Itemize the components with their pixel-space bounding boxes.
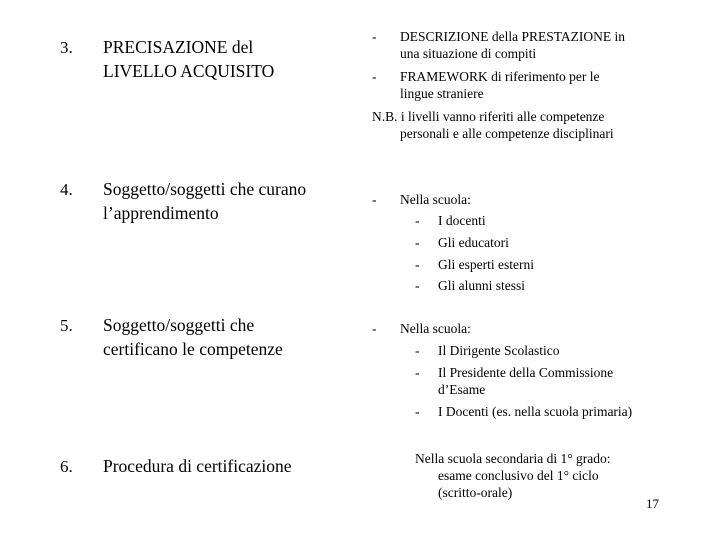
bullet-text-line: lingue straniere xyxy=(400,86,484,101)
bullet-text-line: DESCRIZIONE della PRESTAZIONE in xyxy=(400,29,626,44)
sub-dash: - xyxy=(415,343,420,358)
row-title-line: PRECISAZIONE del xyxy=(103,37,254,57)
sub-dash: - xyxy=(415,404,420,419)
list-heading: Nella scuola: xyxy=(400,321,471,336)
row-title-line: Procedura di certificazione xyxy=(103,456,292,476)
sub-item: Gli alunni stessi xyxy=(438,278,525,293)
row-title xyxy=(103,313,283,361)
bullet-text-line: una situazione di compiti xyxy=(400,46,537,61)
row-title-line: Soggetto/soggetti che curano xyxy=(103,179,307,199)
sub-dash: - xyxy=(415,365,420,380)
sub-item: Gli educatori xyxy=(438,235,509,250)
row-title xyxy=(103,35,274,83)
bullet-text-line: FRAMEWORK di riferimento per le xyxy=(400,69,600,84)
bullet-dash: - xyxy=(372,321,377,336)
sub-item: Il Dirigente Scolastico xyxy=(438,343,560,358)
sub-dash: - xyxy=(415,257,420,272)
bullet-dash: - xyxy=(372,29,377,44)
bullet-dash: - xyxy=(372,69,377,84)
row-number: 6. xyxy=(60,457,73,476)
sub-item: I Docenti (es. nella scuola primaria) xyxy=(438,404,633,419)
sub-item: Gli esperti esterni xyxy=(438,257,534,272)
list-heading: Nella scuola: xyxy=(400,192,471,207)
procedure-line: Nella scuola secondaria di 1° grado: xyxy=(415,451,611,466)
bullet-dash: - xyxy=(372,192,377,207)
bullet-text xyxy=(400,28,625,62)
bullet-text xyxy=(400,68,599,102)
sub-item-line: Il Presidente della Commissione xyxy=(438,365,614,380)
note-line: N.B. i livelli vanno riferiti alle competenze xyxy=(372,109,605,124)
note xyxy=(372,108,614,142)
row-number: 5. xyxy=(60,316,73,335)
row-number: 3. xyxy=(60,38,73,57)
row-title-line: LIVELLO ACQUISITO xyxy=(103,61,275,81)
page-number: 17 xyxy=(646,496,659,511)
sub-dash: - xyxy=(415,213,420,228)
sub-item: I docenti xyxy=(438,213,486,228)
sub-dash: - xyxy=(415,235,420,250)
row-title-line: Soggetto/soggetti che xyxy=(103,315,255,335)
row-title xyxy=(103,177,306,225)
sub-item xyxy=(438,364,613,398)
procedure-line: (scritto-orale) xyxy=(438,485,513,500)
sub-item-line: d’Esame xyxy=(438,382,486,397)
procedure-text xyxy=(415,450,610,501)
row-title xyxy=(103,454,292,478)
row-title-line: l’apprendimento xyxy=(103,203,219,223)
procedure-line: esame conclusivo del 1° ciclo xyxy=(438,468,599,483)
sub-dash: - xyxy=(415,278,420,293)
note-line: personali e alle competenze disciplinari xyxy=(400,126,614,141)
row-title-line: certificano le competenze xyxy=(103,339,283,359)
row-number: 4. xyxy=(60,180,73,199)
